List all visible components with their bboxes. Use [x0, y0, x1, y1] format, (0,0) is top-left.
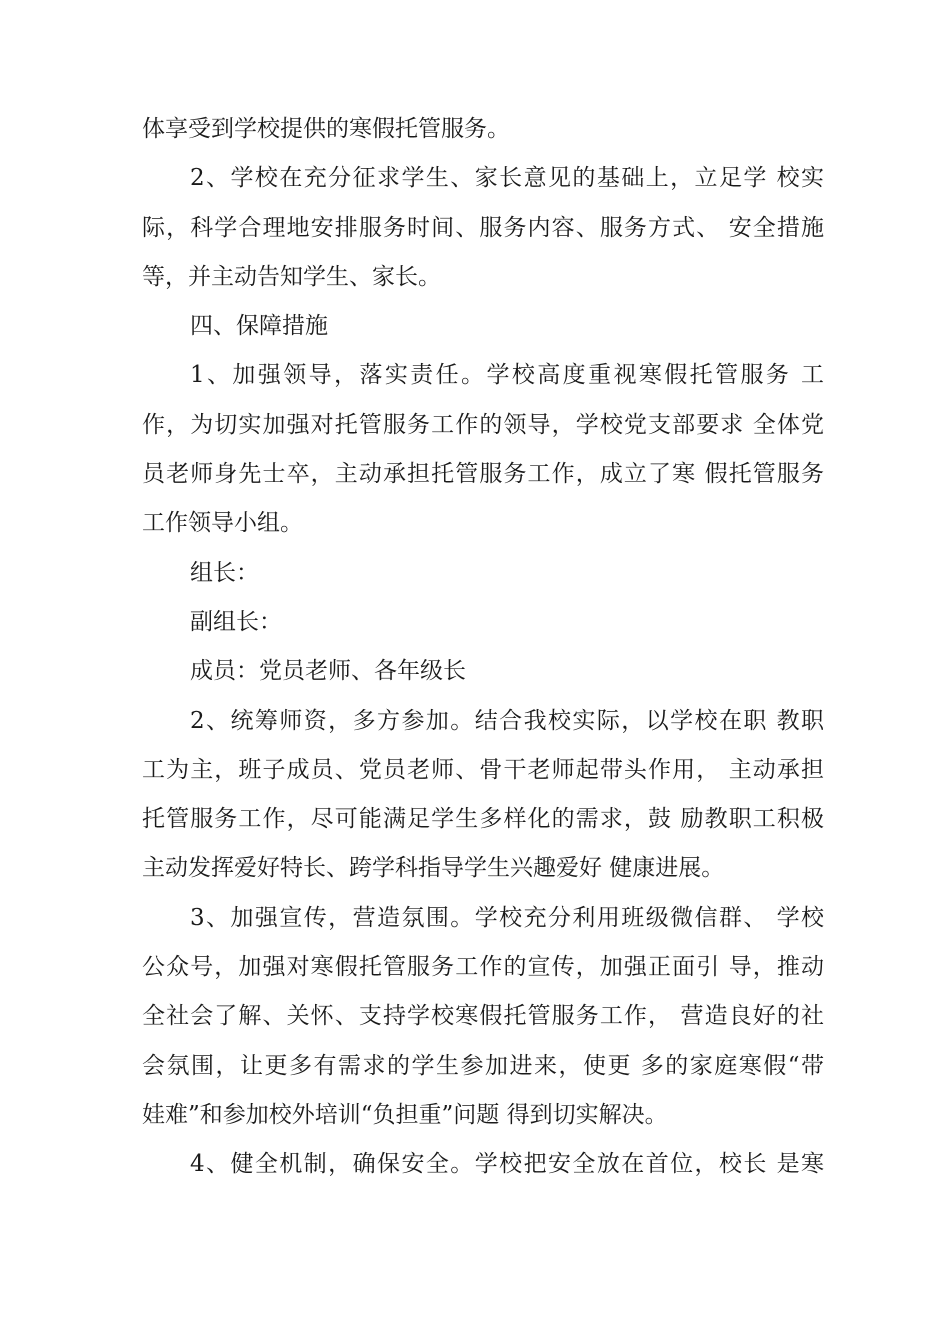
document-body [142, 105, 824, 1190]
text-line: 1、加强领导，落实责任。学校高度重视寒假托管服务 工 [190, 362, 824, 389]
text-line: 际，科学合理地安排服务时间、服务内容、服务方式、 安全措施 [142, 214, 824, 241]
text-line: 全社会了解、关怀、支持学校寒假托管服务工作， 营造良好的社 [142, 1003, 824, 1030]
section-heading: 四、保障措施 [190, 313, 328, 340]
text-line: 等，并主动告知学生、家长。 [142, 263, 441, 290]
text-line: 2、学校在充分征求学生、家长意见的基础上，立足学 校实 [190, 165, 824, 192]
text-line: 2、统筹师资，多方参加。结合我校实际，以学校在职 教职 [190, 707, 824, 734]
text-line: 作，为切实加强对托管服务工作的领导，学校党支部要求 全体党 [142, 411, 824, 438]
text-line: 工为主，班子成员、党员老师、骨干老师起带头作用， 主动承担 [142, 756, 824, 783]
text-line: 组长： [190, 559, 259, 586]
text-line: 体享受到学校提供的寒假托管服务。 [142, 116, 510, 142]
text-line: 托管服务工作，尽可能满足学生多样化的需求，鼓 励教职工积极 [142, 806, 824, 833]
text-line: 成员：党员老师、各年级长 [190, 658, 466, 685]
text-line: 4、健全机制，确保安全。学校把安全放在首位，校长 是寒 [190, 1151, 824, 1178]
text-line: 员老师身先士卒，主动承担托管服务工作，成立了寒 假托管服务 [142, 461, 824, 488]
text-line: 娃难”和参加校外培训“负担重”问题 得到切实解决。 [142, 1101, 668, 1128]
text-line: 公众号，加强对寒假托管服务工作的宣传，加强正面引 导，推动 [142, 954, 824, 981]
text-line: 会氛围，让更多有需求的学生参加进来，使更 多的家庭寒假“带 [142, 1052, 824, 1079]
text-line: 工作领导小组。 [142, 510, 303, 537]
text-line: 主动发挥爱好特长、跨学科指导学生兴趣爱好 健康进展。 [142, 855, 725, 882]
text-line: 3、加强宣传，营造氛围。学校充分利用班级微信群、 学校 [190, 904, 824, 931]
text-line: 副组长： [190, 608, 282, 635]
